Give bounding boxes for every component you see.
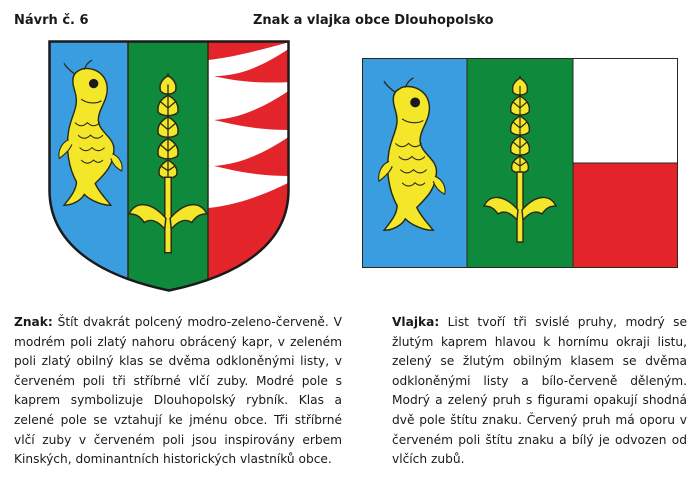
flag-text: List tvoří tři svislé pruhy, modrý se žlutým kaprem hlavou k hornímu okraji listu, zelený se žlutým obilným klasem se dvěma odkloněnými listy a bílo-červeně děleným. Modrý a zelený pruh s figurami opakují shodná dvě pole štítu znaku. Červený pruh má oporu v červeném poli štítu znaku a bílý je odvozen od vlčích zubů. [392,315,688,467]
coat-of-arms-text: Štít dvakrát polcený modro-zeleno-červeně. V modrém poli zlatý nahoru obrácený kapr, v zeleném poli zlatý obilný klas se dvěma odkloněnými listy, v červeném poli tři stříbrné vlčí zuby. Modré pole s kaprem symbolizuje Dlouhopolský rybník. Klas a zelené pole se vztahují ke jménu obce. Tři stříbrné vlčí zuby v červeném poli jsou inspirovány erbem Kinských, dominantních historických vlastníků obce. [14,315,343,467]
coat-of-arms-description [14,313,342,470]
draft-label: Návrh č. 6 [14,13,89,28]
coat-of-arms-label: Znak: [14,315,53,329]
coat-of-arms-shield [48,40,290,292]
flag-label: Vlajka: [392,315,440,329]
municipal-flag [362,58,678,268]
flag-description [392,313,687,470]
page-title: Znak a vlajka obce Dlouhopolsko [253,13,494,28]
